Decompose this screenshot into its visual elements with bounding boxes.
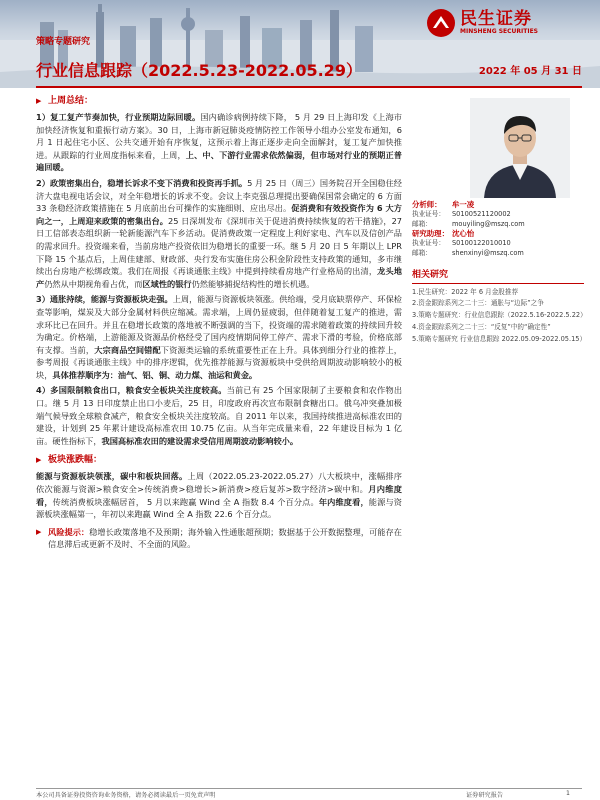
report-title: 行业信息跟踪（2022.5.23-2022.05.29） [36,61,362,80]
bold-text-run: 4）多国限制粮食出口，粮食安全板块关注度较高。 [36,385,227,396]
board-performance-heading: ▶ 板块涨跌幅： [48,453,402,467]
text-run: 下资源类运输的系统重要性正在上升。具体到细分行业的推荐上，参考周报《再谈通胀主线》中的排序逻辑，优先推荐能源与资源板块中受供给周期波动影响较小的板块， [36,344,402,380]
analyst-photo [470,98,570,198]
analyst-email[interactable]: mouyiling@mszq.com [452,219,525,228]
assistant-cert: S0100122010010 [452,239,511,248]
bold-text-run: 区域性的银行 [142,278,192,289]
sidebar [412,94,587,347]
related-research-item[interactable]: 1.民生研究：2022 年 6 月金股推荐 [412,287,519,296]
report-date: 2022 年 05 月 31 日 [478,66,582,77]
related-research-heading: 相关研究 [412,271,584,284]
text-run: 国内确诊病例持续下降， 5 月 29 日上海印发《上海市加快经济恢复和重振行动方案》。30 日，上海市新冠肺炎疫情防控工作领导小组办公室发布通知，6 月 1 日起住宅小区、公共交通开始有序恢复，这预示着上海正逐步走向全面解封，复工复产加快推进。从跟踪的行业周度指标来看，上周， [36,112,402,160]
related-research-item[interactable]: 3.策略专题研究：行业信息跟踪（2022.5.16-2022.5.22） [412,311,587,320]
analyst-name: 牟一凌 [452,200,475,209]
bold-text-run: 1）复工复产节奏加快，行业预期边际回暖。 [36,112,201,122]
risk-text: 稳增长政策落地不及预期；海外输入性通胀超预期；数据基于公开数据整理，可能存在信息滞后或更新不及时、不全面的风险。 [48,526,402,550]
report-header [0,0,600,88]
bold-text-run: 2）政策密集出台，稳增长诉求不变下消费和投资再手抓。 [36,177,248,188]
email-label: 邮箱： [412,219,432,228]
text-run: 5 月 25 日（周三）国务院召开全国稳住经济大盘电视电话会议，对全年稳增长的诉求不变。会议上李克强总理提出要确保国常会确定的 6 方面 33 条稳经济政策措施在 5 月底前出台可操作的实施细则、应出尽出。 [36,177,402,214]
assistant-name: 沈心怡 [452,229,475,239]
footer-divider [36,788,582,789]
related-research-item[interactable]: 5.策略专题研究 行业信息跟踪 2022.05.09-2022.05.15） [412,334,587,343]
text-run: 传统消费板块涨幅居首， 5 月以来跑赢 Wind 全 A 指数 8.4 个百分点。 [52,496,319,507]
bold-text-run: 年内维度看， [318,496,369,507]
paragraph-2 [36,177,402,290]
bold-text-run: 具体推荐顺序为：油气、铝、铜、动力煤、油运和黄金。 [52,369,258,380]
header-divider [36,86,582,88]
cert-label: 执业证号： [412,209,445,218]
analyst-label: 分析师： [412,200,442,209]
bold-text-run: 上、中、下游行业需求依然偏弱，但市场对行业的预期正普遍回暖。 [36,149,402,173]
email-label: 邮箱： [412,248,432,257]
assistant-label: 研究助理： [412,229,449,239]
paragraph-3 [36,293,402,381]
text-run: 25 日深圳发布《深圳市关于促进消费持续恢复的若干措施》，27 日工信部表态组织新一轮新能源汽车下乡活动。促消费政策一定程度上利好家电、汽车以及信创产品的需求回升。投资端来看，当前房地产投资依旧为稳增长的重要一环。继 5 月 20 日 5 年期以上 LPR 下降 15 个基点后，上周佳建部、财政部、央行发布实施住房公积金阶段性支持政策的通知，多市继续出台房地产松绑政策。我们在周报《再谈通胀主线》中提到持续看房地产行业格局的出清， [36,215,402,277]
bold-text-run: 我国高标准农田的建设需求受信用周期波动影响较小。 [101,435,299,446]
paragraph-4 [36,384,402,447]
text-run: 能源与资源板块涨幅第一，年初以来跑赢 Wind 全 A 指数 22.6 个百分点。 [36,496,402,520]
bold-text-run: 促消费和有效投资作为 6 大方向之一，上周迎来政策的密集出台。 [36,203,402,226]
bold-text-run: 龙头地产 [36,266,402,289]
bold-text-run: 大宗商品空间错配 [94,344,161,355]
brand-name-cn: 民生证券 [460,9,532,29]
text-run: 仍然从中期视角看占优，而 [44,278,143,289]
cert-label: 执业证号： [412,239,445,248]
text-run: 上周（2022.05.23-2022.05.27）八大板块中，涨幅排序依次能源与资源>粮食安全>传统消费>稳增长>新消费>疫后复苏>数字经济>碳中和。 [36,471,402,495]
assistant-email[interactable]: shenxinyi@mszq.com [452,248,524,257]
related-research-item[interactable]: 4.资金跟踪系列之二十三：“反复”中的“确定性” [412,322,551,331]
footer-doc-type: 证券研究报告 [466,792,504,799]
related-research-list [412,287,587,345]
paragraph-1 [36,111,402,174]
summary-heading: ▶ 上周总结： [48,94,402,108]
paragraph-5 [36,470,402,520]
footer-disclaimer: 本公司具备证券投资咨询业务资格，请务必阅读最后一页免责声明 [36,792,216,799]
brand-logo [426,8,586,38]
text-run: 当前已有 25 个国家限制了主要粮食和农作物出口。继 5 月 13 日印度禁止出口小麦后，25 日，印度政府再次宣布限制食糖出口。俄乌冲突叠加极端气候导致全球粮食减产，粮食安全板块关注度较高。自 2011 年以来，我国持续推进高标准农田的建设，计划到 25 年累计建设高标准农田 10.75 亿亩。从当年完成量来看，22 年建设目标为 1 亿亩。硬性指标下， [36,385,403,446]
text-run: 上周，能源与资源板块领涨。供给端，受月底缺票停产、环保检查等影响，煤炭及大部分金属材料供应缩减。需求端，上周仍显疲弱，但伴随着复工复产的推进，需求环比已在回升。并且在稳增长政策的落地被不断强调的当下，投资端的需求随着政策的持续回升较为确定。价格端，上游能源及资源品价格经受了国内疫情期间停工停产、需求下滑的考验，价格底部有支撑。当前， [36,294,402,355]
main-content [36,94,402,551]
report-series-label: 策略专题研究 [36,37,91,47]
bold-text-run: 3）通胀持续，能源与资源板块走强。 [36,294,173,305]
related-research-item[interactable]: 2.资金跟踪系列之二十三：通胀与“边际”之争 [412,299,544,308]
bold-text-run: 能源与资源板块领涨，碳中和板块回落。 [36,471,188,482]
bold-text-run: 月内维度看， [36,484,402,507]
text-run: 仍然能够捕捉结构性的增长机遇。 [191,278,315,289]
risk-heading: 风险提示： [48,526,90,537]
page-number: 1 [566,790,570,797]
analyst-info [412,200,584,259]
analyst-portrait-icon [470,98,570,198]
brand-logo-mark-icon [426,8,456,38]
analyst-cert: S0100521120002 [452,209,511,218]
risk-paragraph [36,526,402,551]
risk-arrow-icon: ▶ [36,527,42,536]
brand-name-en: MINSHENG SECURITIES [460,28,538,35]
